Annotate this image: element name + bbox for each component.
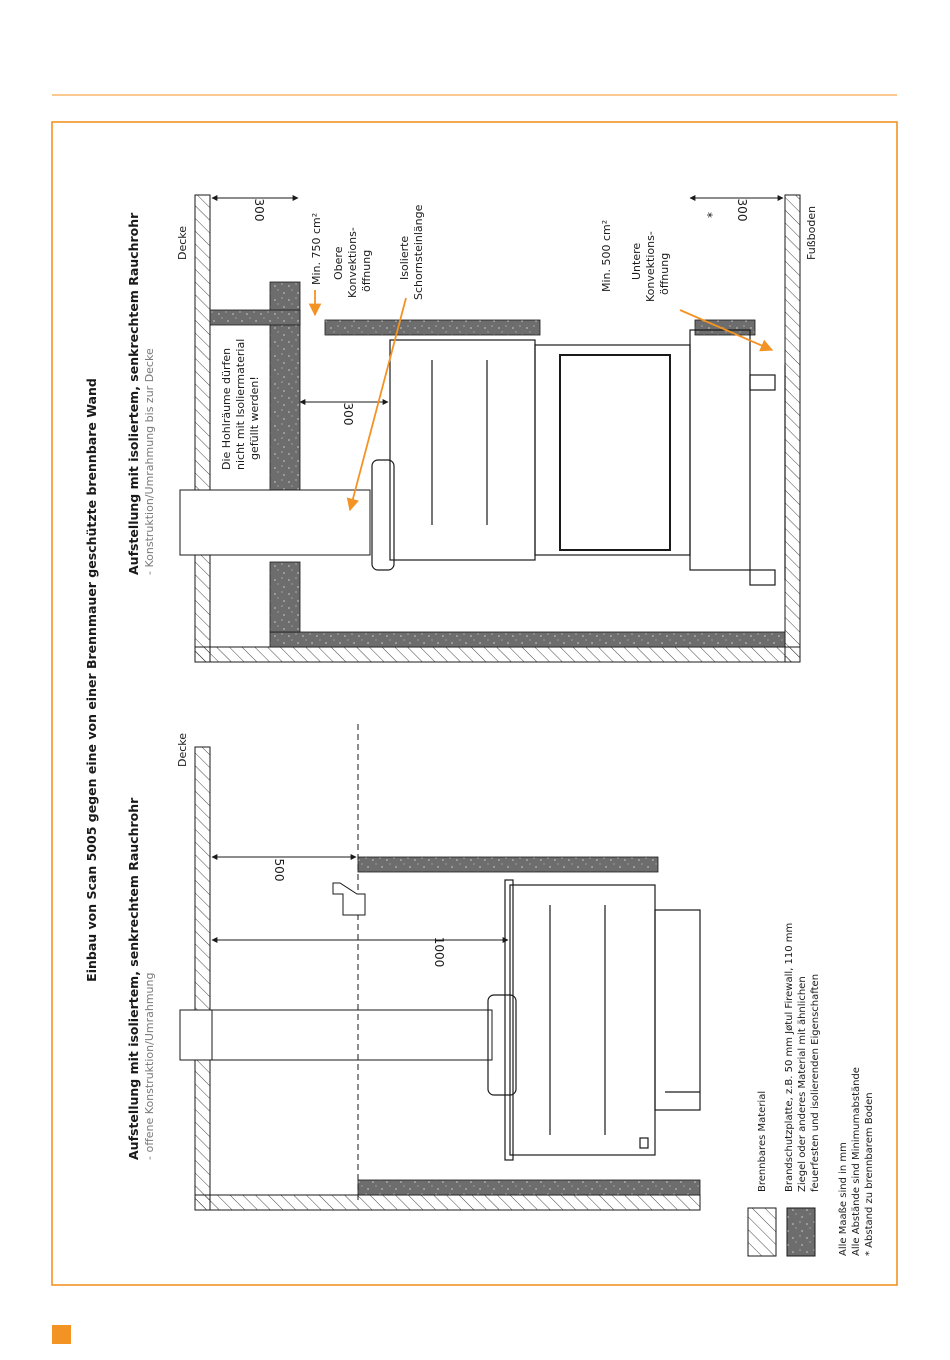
page-corner-marker: [52, 1325, 71, 1344]
left-title: Aufstellung mit isoliertem, senkrechtem Rauchrohr: [126, 797, 141, 1160]
left-subtitle: - offene Konstruktion/Umrahmung: [143, 972, 156, 1160]
legend-combustible-swatch: [748, 1208, 776, 1256]
right-upper-vent-area: Min. 750 cm²: [310, 212, 323, 285]
right-dim-300-top: 300: [252, 198, 266, 222]
right-dim-300-mid: 300: [341, 402, 355, 426]
right-title: Aufstellung mit isoliertem, senkrechtem Rauchrohr: [126, 212, 141, 575]
note-units: Alle Maaße sind in mm: [838, 1142, 849, 1256]
left-dim-500: 500: [272, 858, 286, 882]
right-cavity-note-1: Die Hohlräume dürfen: [220, 347, 233, 470]
legend-firewall-line-2: Ziegel oder anderes Material mit ähnlichen: [797, 976, 808, 1192]
right-top-board: [210, 310, 300, 325]
right-cavity-note-3: gefüllt werden!: [248, 376, 261, 460]
right-chimney-label-2: Schornsteinlänge: [412, 204, 425, 300]
right-vent-shield-top: [325, 320, 540, 335]
right-floor-label: Fußboden: [805, 205, 818, 260]
right-wall-hatch: [195, 647, 800, 662]
right-frame-lower: [270, 562, 300, 632]
right-dim-300-bottom: 300: [735, 198, 749, 222]
legend-firewall-line-3: feuerfesten und isolierenden Eigenschaften: [810, 973, 821, 1192]
right-ceiling-label: Decke: [176, 225, 189, 260]
right-lower-vent-label-1: Untere: [630, 242, 643, 280]
left-airflow-arrow: [333, 883, 365, 915]
legend-firewall-swatch: [787, 1208, 815, 1256]
left-ceiling-label: Decke: [176, 732, 189, 767]
right-vent-shield-bottom: [695, 320, 755, 335]
left-chimney-opening: [180, 1010, 212, 1060]
content-frame: [52, 122, 897, 1285]
left-chimney-pipe: [212, 1010, 492, 1060]
note-asterisk: * Abstand zu brennbarem Boden: [864, 1092, 875, 1256]
note-minimum: Alle Abstände sind Minimumabstände: [851, 1067, 862, 1256]
right-ceiling-hatch: [195, 195, 210, 662]
left-ceiling-hatch: [195, 747, 210, 1210]
right-chimney-pipe: [180, 490, 370, 555]
right-dim-asterisk: *: [705, 212, 719, 218]
right-cavity-note-2: nicht mit Isoliermaterial: [234, 338, 247, 470]
right-upper-vent-label-2: Konvektions-: [346, 227, 359, 298]
left-scenario: [126, 720, 700, 1210]
main-title: Einbau von Scan 5005 gegen eine von einer Brennmauer geschützte brennbare Wand: [84, 378, 99, 982]
right-lower-vent-label-3: öffnung: [658, 252, 671, 295]
right-subtitle: - Konstruktion/Umrahmung bis zur Decke: [143, 348, 156, 575]
left-firewall: [358, 1180, 700, 1195]
right-upper-vent-label-3: öffnung: [360, 249, 373, 292]
left-dim-1000: 1000: [432, 936, 446, 968]
legend-combustible-label: Brennbares Material: [757, 1090, 768, 1192]
right-firewall-wall: [270, 632, 785, 647]
right-stove: [372, 330, 785, 585]
left-stove: [488, 880, 700, 1160]
left-wall-hatch: [195, 1195, 700, 1210]
right-floor-hatch: [785, 195, 800, 662]
right-scenario: [126, 195, 818, 662]
right-upper-vent-label-1: Obere: [332, 246, 345, 280]
legend-firewall-line-1: Brandschutzplatte, z.B. 50 mm Jøtul Firewall, 110 mm: [784, 922, 795, 1192]
legend: [748, 923, 875, 1256]
left-top-shield: [358, 857, 658, 872]
right-lower-vent-label-2: Konvektions-: [644, 231, 657, 302]
diagram-content: [84, 195, 875, 1256]
right-lower-vent-area: Min. 500 cm²: [600, 219, 613, 292]
right-chimney-label-1: Isolierte: [398, 235, 411, 280]
